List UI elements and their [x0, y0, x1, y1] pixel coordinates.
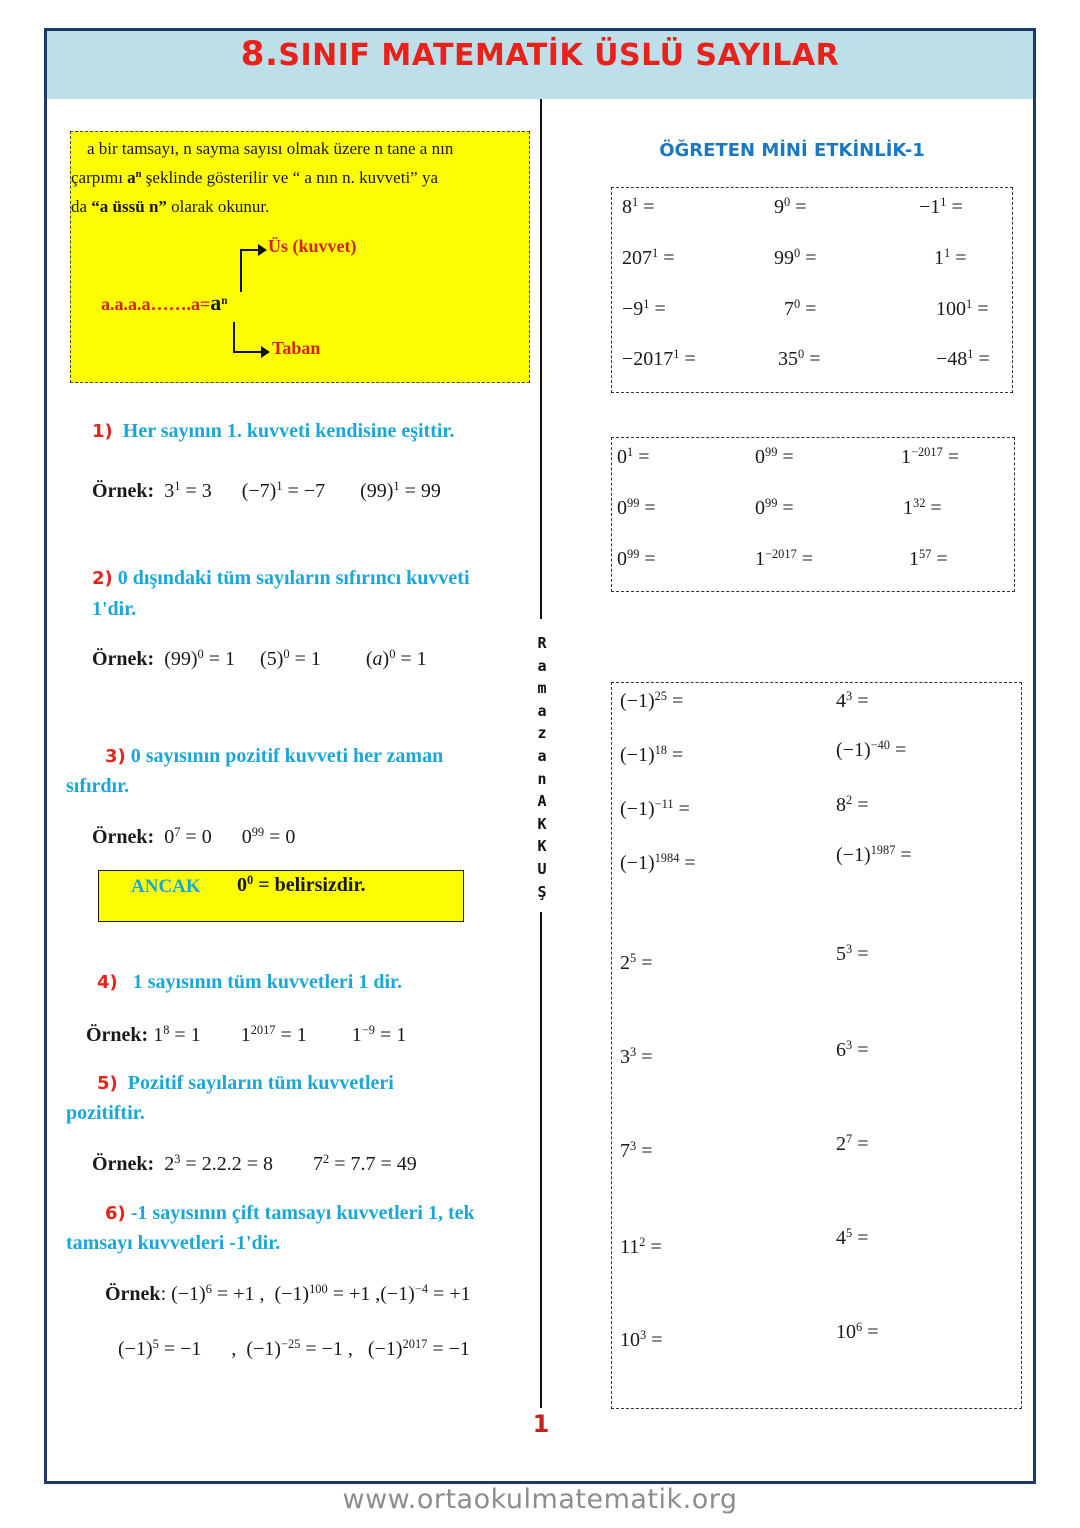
exercise-cell: $35^0$ = [778, 347, 821, 370]
divider-line-bottom [540, 912, 542, 1408]
rule-5 [97, 1068, 394, 1099]
rule-text: -1 sayısının çift tamsayı kuvvetleri 1, tek [130, 1202, 475, 1224]
base-arrow-icon [261, 346, 270, 358]
example-2: Örnek: $(99)^0 = 1$ $(5)^0 = 1$ $(a)^0 = 1$ [92, 647, 427, 670]
author-letter: a [537, 656, 547, 675]
definition-text: da [71, 197, 92, 216]
exercise-cell: $207^1$ = [622, 246, 675, 269]
exercise-cell: $1^{32}$ = [903, 496, 942, 519]
author-letter: n [537, 769, 547, 788]
exponent-arrow-icon [258, 244, 267, 256]
rule-text: Pozitif sayıların tüm kuvvetleri [127, 1072, 394, 1094]
example-label: Örnek [105, 1283, 161, 1305]
rule-4 [97, 967, 402, 998]
title-number: 8. [240, 34, 279, 74]
example-1: Örnek: $3^1 = 3$ $(-7)^1 = -7$ $(99)^1 = 99$ [92, 479, 441, 502]
rule-6 [105, 1198, 475, 1229]
base-arrow-shaft [233, 322, 235, 352]
author-vertical-name [530, 632, 554, 903]
exercise-cell: $7^0$ = [784, 297, 817, 320]
example-6a: Örnek: $(-1)^6 = +1$ , $(-1)^{100} = +1$ $,(-1)^{-4} = +1$ [105, 1282, 471, 1305]
exercise-cell: $9^0$ = [774, 195, 807, 218]
exercise-cell: $(-1)^{1984}$ = [620, 851, 696, 874]
exercise-cell: $2^7$ = [836, 1132, 869, 1155]
rule-6-cont: tamsayı kuvvetleri -1'dir. [66, 1232, 281, 1254]
power-base: a [127, 168, 136, 187]
exercise-cell: $4^5$ = [836, 1226, 869, 1249]
rule-3 [105, 741, 443, 772]
diagram-exponent: n [221, 294, 228, 307]
page-title [47, 31, 1033, 99]
exercise-cell: $0^{99}$ = [755, 496, 794, 519]
title-text: SINIF MATEMATİK ÜSLÜ SAYILAR [278, 38, 840, 73]
exercise-cell: $3^3$ = [620, 1045, 653, 1068]
author-letter: A [537, 792, 547, 811]
ancak-exponent: 0 [247, 873, 254, 888]
example-5: Örnek: $2^3 = 2.2.2 = 8$ $7^2 = 7.7 = 49$ [92, 1152, 417, 1175]
example-label: Örnek: [92, 826, 155, 848]
exercise-cell: $(-1)^{25}$ = [620, 689, 684, 712]
exercise-cell: $0^1$ = [617, 445, 650, 468]
definition-line-2 [71, 163, 529, 192]
rule-number: 4) [97, 972, 118, 993]
exponent-arrow-shaft [240, 250, 242, 292]
exercise-cell: $-48^1$ = [936, 347, 990, 370]
definition-line-1: a bir tamsayı, n sayma sayısı olmak üzere n tane a nın [87, 139, 454, 158]
exercise-cell: $100^1$ = [936, 297, 989, 320]
exercise-cell: $(-1)^{-40}$ = [836, 738, 907, 761]
exercise-cell: $1^1$ = [934, 246, 967, 269]
rule-text: Her sayının 1. kuvveti kendisine eşittir. [122, 420, 455, 442]
rule-number: 2) [92, 568, 113, 589]
activity-box-1 [611, 187, 1013, 393]
base-label: Taban [272, 338, 321, 358]
power-diagram-expression [101, 290, 227, 316]
exercise-cell: $0^{99}$ = [617, 547, 656, 570]
exercise-cell: $5^3$ = [836, 942, 869, 965]
example-label: Örnek: [86, 1024, 149, 1046]
example-6b: $(-1)^5 = -1$ , $(-1)^{-25} = -1$ , $(-1)^{2017} = -1$ [118, 1337, 470, 1360]
exercise-cell: $-9^1$ = [622, 297, 666, 320]
base-arrow-line [233, 351, 263, 353]
exercise-cell: $0^{99}$ = [617, 496, 656, 519]
exercise-cell: $4^3$ = [836, 689, 869, 712]
footer-website: www.ortaokulmatematik.org [342, 1484, 738, 1515]
exercise-cell: $1^{-2017}$ = [755, 547, 814, 570]
definition-text: çarpımı [71, 168, 128, 187]
exercise-cell: $1^{-2017}$ = [901, 445, 960, 468]
rule-number: 1) [92, 421, 113, 442]
exponent-label: Üs (kuvvet) [268, 236, 357, 256]
ancak-base: 0 [237, 874, 247, 896]
rule-3-cont: sıfırdır. [66, 775, 130, 797]
rule-number: 6) [105, 1203, 126, 1224]
page-number: 1 [532, 1410, 550, 1438]
exercise-cell: $10^6$ = [836, 1320, 879, 1343]
diagram-base: a [210, 290, 222, 315]
example-3: Örnek: $0^7 = 0$ $0^{99} = 0$ [92, 825, 296, 848]
exercise-cell: $6^3$ = [836, 1038, 869, 1061]
example-label: Örnek: [92, 480, 155, 502]
exercise-cell: $0^{99}$ = [755, 445, 794, 468]
exercise-cell: $99^0$ = [774, 246, 817, 269]
power-exponent: n [135, 169, 142, 181]
exercise-cell: $2^5$ = [620, 951, 653, 974]
rule-number: 5) [97, 1073, 118, 1094]
exercise-cell: $8^1$ = [622, 195, 655, 218]
exercise-cell: $(-1)^{1987}$ = [836, 843, 912, 866]
activity-box-2 [611, 437, 1015, 592]
divider-line-top [540, 99, 542, 619]
activity-box-3 [611, 682, 1022, 1409]
example-label: Örnek: [92, 1153, 155, 1175]
activity-title: ÖĞRETEN MİNİ ETKİNLİK-1 [659, 140, 925, 161]
definition-text: şeklinde gösterilir ve “ a nın n. kuvveti” ya [141, 168, 439, 187]
author-letter: K [537, 837, 547, 856]
example-label: Örnek: [92, 648, 155, 670]
rule-1 [92, 416, 454, 447]
author-letter: K [537, 814, 547, 833]
author-letter: Ş [537, 882, 547, 901]
author-letter: a [537, 746, 547, 765]
rule-5-cont: pozitiftir. [66, 1102, 145, 1124]
exponent-arrow-head-line [240, 249, 260, 251]
exercise-cell: $(-1)^{-11}$ = [620, 797, 690, 820]
author-letter: a [537, 701, 547, 720]
exercise-cell: $(-1)^{18}$ = [620, 743, 684, 766]
rule-text-cont: 1'dir. [92, 598, 137, 620]
definition-bold-text: “a üssü n” [91, 197, 167, 216]
definition-line-3 [71, 192, 529, 221]
author-letter: m [537, 679, 547, 698]
exercise-cell: $-1^1$ = [919, 195, 963, 218]
ancak-text: = belirsizdir. [253, 874, 366, 896]
ancak-label: ANCAK [131, 876, 201, 897]
author-letter: U [537, 859, 547, 878]
exercise-cell: $11^2$ = [620, 1235, 662, 1258]
definition-box [70, 131, 530, 383]
exercise-cell: $10^3$ = [620, 1328, 663, 1351]
rule-text: 0 sayısının pozitif kuvveti her zaman [130, 745, 444, 767]
author-letter: R [537, 634, 547, 652]
repeated-product: a.a.a.a…….a= [101, 294, 211, 314]
ancak-box [98, 870, 464, 922]
example-4: Örnek: $1^8 = 1$ $1^{2017} = 1$ $1^{-9} = 1$ [86, 1023, 407, 1046]
rule-text: 1 sayısının tüm kuvvetleri 1 dir. [132, 971, 403, 993]
exercise-cell: $-2017^1$ = [622, 347, 696, 370]
ancak-expression [237, 874, 366, 897]
rule-number: 3) [105, 746, 126, 767]
exercise-cell: $1^{57}$ = [909, 547, 948, 570]
author-letter: z [537, 724, 547, 743]
exercise-cell: $8^2$ = [836, 793, 869, 816]
definition-text: olarak okunur. [166, 197, 270, 216]
exercise-cell: $7^3$ = [620, 1139, 653, 1162]
rule-text: 0 dışındaki tüm sayıların sıfırıncı kuvveti [117, 567, 470, 589]
rule-2 [92, 563, 522, 624]
